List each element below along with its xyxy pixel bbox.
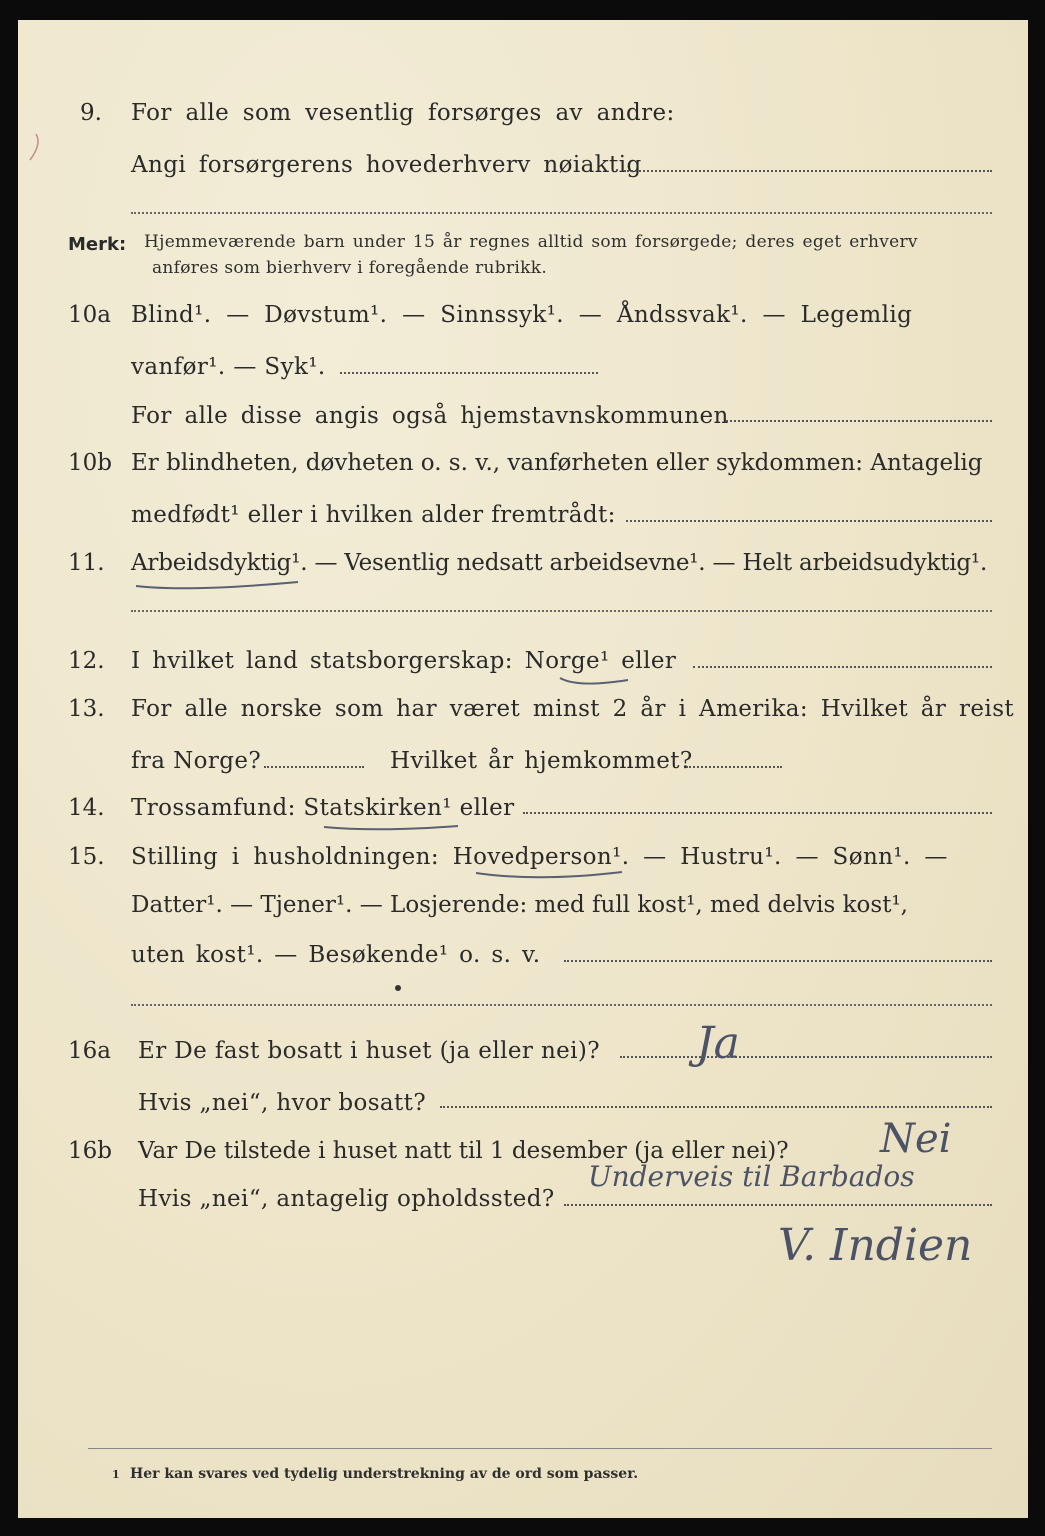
q16b-handwritten-region: V. Indien	[778, 1220, 973, 1271]
q16b-handwritten-location: Underveis til Barbados	[588, 1160, 915, 1193]
q11-number: 11.	[68, 550, 105, 576]
q15-number: 15.	[68, 844, 105, 870]
census-form-page	[18, 20, 1028, 1518]
q15-line1: Stilling i husholdningen: Hovedperson¹. — Hustru¹. — Sønn¹. —	[131, 844, 948, 870]
footnote-text: Her kan svares ved tydelig understrekning av de ord som passer.	[130, 1466, 639, 1482]
merk-line2: anføres som bierhverv i foregående rubrikk.	[152, 258, 548, 278]
underline-statskirken	[324, 826, 458, 829]
q9-number: 9.	[80, 100, 102, 126]
q15-line3: uten kost¹. — Besøkende¹ o. s. v.	[131, 942, 541, 968]
q9-line1: For alle som vesentlig forsørges av andre:	[131, 100, 675, 126]
q10b-line2: medfødt¹ eller i hvilken alder fremtrådt:	[131, 502, 616, 528]
q13-line2b: Hvilket år hjemkommet?	[390, 748, 693, 774]
underline-arbeidsdyktig	[136, 582, 298, 588]
q10a-line2: vanfør¹. — Syk¹.	[131, 354, 326, 380]
q13-number: 13.	[68, 696, 105, 722]
q13-line1: For alle norske som har været minst 2 år i Amerika: Hvilket år reist	[131, 696, 1015, 722]
q10a-number: 10a	[68, 302, 111, 328]
q16b-line2: Hvis „nei“, antagelig opholdssted?	[138, 1186, 555, 1212]
q14-number: 14.	[68, 795, 105, 821]
q16b-line1: Var De tilstede i huset natt til 1 desember (ja eller nei)?	[138, 1138, 789, 1164]
q10a-line3: For alle disse angis også hjemstavnskommunen	[131, 403, 729, 429]
merk-label: Merk:	[68, 234, 127, 255]
q16a-handwritten-answer: Ja	[696, 1018, 740, 1069]
q16b-handwritten-answer: Nei	[880, 1116, 952, 1162]
q13-line2a: fra Norge?	[131, 748, 262, 774]
underline-norge	[560, 678, 628, 684]
q12-line1: I hvilket land statsborgerskap: Norge¹ eller	[131, 648, 677, 674]
footnote-mark: 1	[112, 1468, 120, 1481]
underline-hovedperson	[476, 872, 622, 877]
q16a-line1: Er De fast bosatt i huset (ja eller nei)?	[138, 1038, 601, 1064]
q10b-number: 10b	[68, 450, 112, 476]
handwritten-underlines	[18, 20, 1028, 1518]
q16a-number: 16a	[68, 1038, 111, 1064]
merk-line1: Hjemmeværende barn under 15 år regnes alltid som forsørgede; deres eget erhverv	[144, 232, 918, 252]
q9-line2: Angi forsørgerens hovederhverv nøiaktig	[131, 152, 642, 178]
q11-line1: Arbeidsdyktig¹. — Vesentlig nedsatt arbeidsevne¹. — Helt arbeidsudyktig¹.	[131, 550, 988, 576]
q16a-line2: Hvis „nei“, hvor bosatt?	[138, 1090, 427, 1116]
q10b-line1: Er blindheten, døvheten o. s. v., vanførheten eller sykdommen: Antagelig	[131, 450, 983, 476]
margin-mark	[30, 134, 38, 160]
q10a-line1: Blind¹. — Døvstum¹. — Sinnssyk¹. — Åndssvak¹. — Legemlig	[131, 302, 913, 328]
q15-line2: Datter¹. — Tjener¹. — Losjerende: med full kost¹, med delvis kost¹,	[131, 892, 908, 918]
q14-line1: Trossamfund: Statskirken¹ eller	[131, 795, 515, 821]
q16b-number: 16b	[68, 1138, 112, 1164]
ink-dot	[395, 985, 401, 991]
q12-number: 12.	[68, 648, 105, 674]
